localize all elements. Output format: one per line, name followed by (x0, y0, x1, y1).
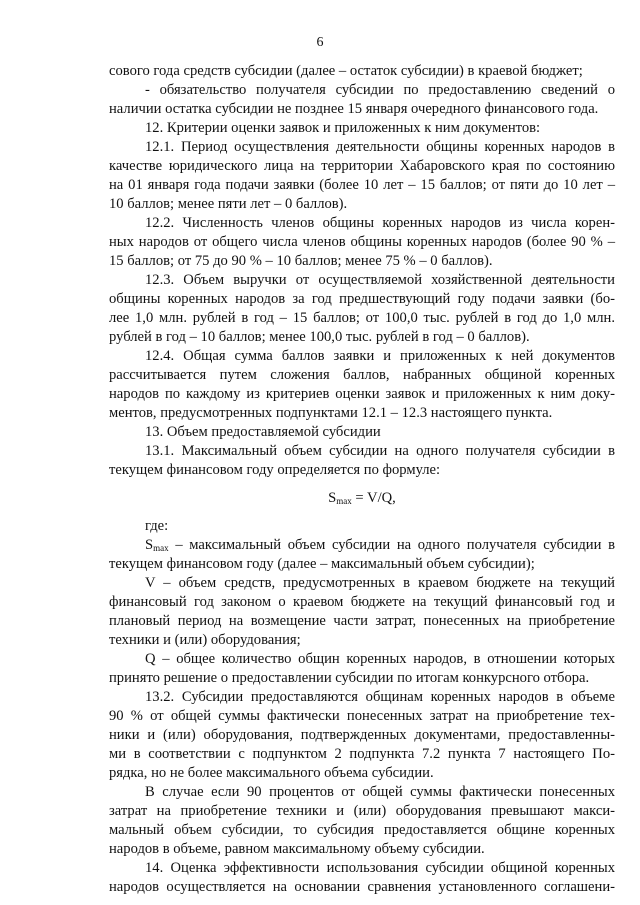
text-line: 12.1. Период осуществления деятельности общины коренных народов в (145, 139, 615, 155)
formula-symbol: S (145, 537, 154, 553)
formula-expression: = V/Q, (351, 490, 396, 506)
text-line: 13.2. Субсидии предоставляются общинам коренных народов в объеме (145, 689, 615, 705)
text-line: финансовый год законом о краевом бюджете на текущий финансовый год и (109, 594, 615, 610)
page-number: 6 (316, 35, 324, 50)
formula-symbol: S (328, 490, 337, 506)
text-line: - обязательство получателя субсидии по предоставлению сведений о (145, 82, 615, 98)
text-line: народов по каждому из критериев оценки заявок и приложенных к ним доку- (109, 386, 615, 402)
text-line: 10 баллов; менее пяти лет – 0 баллов). (109, 196, 348, 212)
text-line: ники и (или) оборудования, подтвержденных документами, предоставленны- (109, 727, 615, 743)
text-line: где: (145, 518, 169, 534)
section-heading: 12. Критерии оценки заявок и приложенных к ним документов: (145, 120, 541, 136)
text-line: народов в объеме, равном максимальному объему субсидии. (109, 841, 485, 857)
text-line: рядка, но не более максимального объема субсидии. (109, 765, 434, 781)
text-line: рублей в год – 10 баллов; менее 100,0 тыс. рублей в год – 0 баллов). (109, 329, 530, 345)
definition-text: – максимальный объем субсидии на одного получателя субсидии в (175, 537, 615, 553)
text-line: 13.1. Максимальный объем субсидии на одного получателя субсидии в (145, 443, 615, 459)
text-line: сового года средств субсидии (далее – остаток субсидии) в краевой бюджет; (109, 63, 583, 79)
text-line: принято решение о предоставлении субсидии по итогам конкурсного отбора. (109, 670, 590, 686)
text-line: затрат на приобретение техники и (или) оборудования превышают макси- (109, 803, 615, 819)
text-line: ментов, предусмотренных подпунктами 12.1 – 12.3 настоящего пункта. (109, 405, 553, 421)
text-line: мальный объем субсидии, то субсидия предоставляется общине коренных (109, 822, 615, 838)
text-line: ных народов от общего числа членов общины коренных народов (более 90 % – (109, 234, 615, 250)
formula (109, 489, 615, 508)
text-line: наличии остатка субсидии не позднее 15 января очередного финансового года. (109, 101, 599, 117)
text-line: народов осуществляется на основании сравнения установленного соглашени- (109, 879, 615, 895)
section-heading: 13. Объем предоставляемой субсидии (145, 424, 381, 440)
text-line: 15 баллов; от 75 до 90 % – 10 баллов; менее 75 % – 0 баллов). (109, 253, 493, 269)
text-line: 14. Оценка эффективности использования субсидии общиной коренных (145, 860, 615, 876)
text-line: на 01 января года подачи заявки (более 10 лет – 15 баллов; от пяти до 10 лет – (109, 177, 615, 193)
text-line: В случае если 90 процентов от общей суммы фактически понесенных (145, 784, 615, 800)
text-line: 12.2. Численность членов общины коренных народов из числа корен- (145, 215, 615, 231)
text-line: рассчитывается путем сложения баллов, набранных общиной коренных (109, 367, 615, 383)
document-body (109, 62, 615, 897)
text-line: качестве юридического лица на территории Хабаровского края по состоянию (109, 158, 615, 174)
text-line: лее 1,0 млн. рублей в год – 15 баллов; от 100,0 тыс. рублей в год до 1,0 млн. (109, 310, 615, 326)
text-line: V – объем средств, предусмотренных в краевом бюджете на текущий (145, 575, 615, 591)
formula-subscript: max (153, 543, 169, 553)
text-line: 12.4. Общая сумма баллов заявки и приложенных к ней документов (145, 348, 615, 364)
formula-subscript: max (336, 496, 352, 506)
text-line: Q – общее количество общин коренных народов, в отношении которых (145, 651, 615, 667)
text-line: ми в соответствии с подпунктом 2 подпункта 7.2 пункта 7 настоящего По- (109, 746, 615, 762)
text-line: общины коренных народов за год предшествующий году подачи заявки (бо- (109, 291, 615, 307)
text-line (109, 536, 615, 555)
text-line: плановый период на возмещение части затрат, понесенных на приобретение (109, 613, 615, 629)
text-line: текущем финансовом году (далее – максимальный объем субсидии); (109, 556, 535, 572)
text-line: текущем финансовом году определяется по формуле: (109, 462, 441, 478)
text-line: техники и (или) оборудования; (109, 632, 301, 648)
text-line: 12.3. Объем выручки от осуществляемой хозяйственной деятельности (145, 272, 615, 288)
text-line: 90 % от общей суммы фактически понесенных затрат на приобретение тех- (109, 708, 615, 724)
